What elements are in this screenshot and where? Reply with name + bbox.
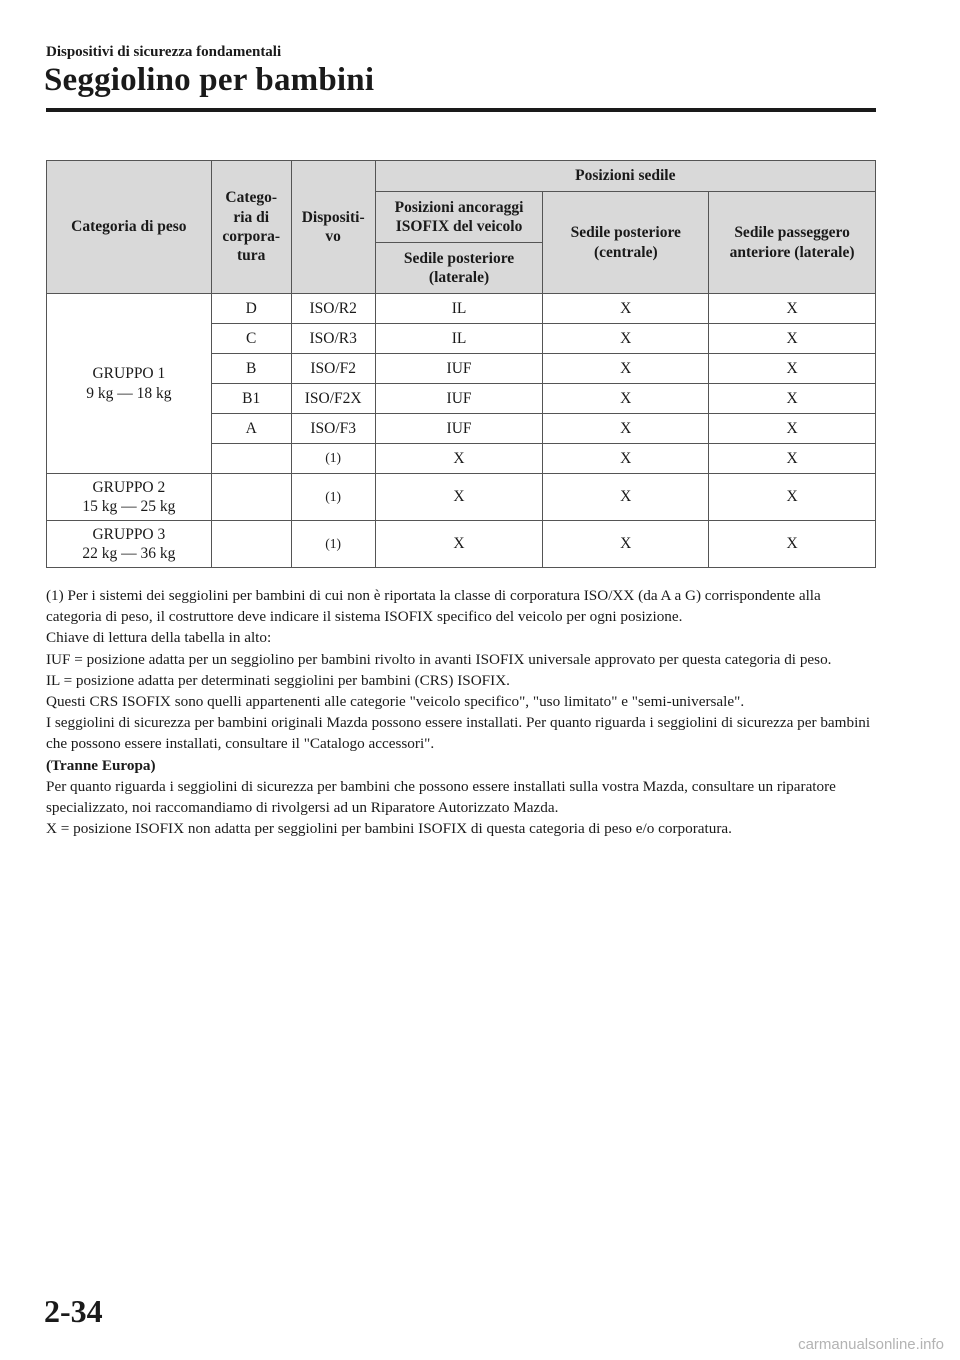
rear-center-cell: X xyxy=(543,324,709,354)
rear-lateral-cell: X xyxy=(375,521,543,568)
mazda-seats-note: I seggiolini di sicurezza per bambini originali Mazda possono essere installati. Per quanto riguarda i seggiolini di sicurezza per bambini che possono essere installati, consultare il "Catalogo accessori". xyxy=(46,714,871,753)
size-class-cell: B xyxy=(211,354,291,384)
front-passenger-cell: X xyxy=(709,324,876,354)
size-class-cell xyxy=(211,521,291,568)
group3-cell: GRUPPO 3 22 kg ― 36 kg xyxy=(47,521,212,568)
rear-center-cell: X xyxy=(543,384,709,414)
rear-lateral-cell: X xyxy=(375,444,543,474)
device-cell: (1) xyxy=(291,444,375,474)
table-row xyxy=(47,474,876,521)
header-isofix-anchor-positions: Posizioni ancoraggi ISOFIX del veicolo xyxy=(375,192,543,243)
front-passenger-cell: X xyxy=(709,384,876,414)
legend-crs-categories: Questi CRS ISOFIX sono quelli appartenenti alle categorie "veicolo specifico", "uso limitato" e "semi-universale". xyxy=(46,693,745,711)
device-cell: ISO/F2X xyxy=(291,384,375,414)
rear-center-cell: X xyxy=(543,521,709,568)
device-cell: ISO/R3 xyxy=(291,324,375,354)
device-cell: (1) xyxy=(291,474,375,521)
header-rear-center: Sedile posteriore (centrale) xyxy=(543,192,709,294)
size-class-cell xyxy=(211,474,291,521)
legend-iuf: IUF = posizione adatta per un seggiolino per bambini rivolto in avanti ISOFIX universale approvato per questa categoria di peso. xyxy=(46,650,832,668)
size-class-cell: C xyxy=(211,324,291,354)
rear-lateral-cell: IL xyxy=(375,324,543,354)
header-rear-lateral: Sedile posteriore (laterale) xyxy=(375,243,543,294)
rear-lateral-cell: IL xyxy=(375,294,543,324)
legend-intro: Chiave di lettura della tabella in alto: xyxy=(46,629,272,647)
footnote-1: (1) Per i sistemi dei seggiolini per bambini di cui non è riportata la classe di corporatura ISO/XX (da A a G) corrispondente alla categoria di peso, il costruttore deve indicare il sistema ISOFIX specifico del veicolo per ogni posizione. xyxy=(46,587,821,626)
header-weight-category: Categoria di peso xyxy=(47,161,212,294)
size-class-cell: D xyxy=(211,294,291,324)
size-class-cell: B1 xyxy=(211,384,291,414)
rear-lateral-cell: IUF xyxy=(375,384,543,414)
device-cell: ISO/R2 xyxy=(291,294,375,324)
group1-cell: GRUPPO 1 9 kg ― 18 kg xyxy=(47,294,212,474)
device-cell: ISO/F3 xyxy=(291,414,375,444)
except-europe-note: Per quanto riguarda i seggiolini di sicurezza per bambini che possono essere installati sulla vostra Mazda, consultare un riparatore specializzato, noi raccomandiamo di rivolgersi ad un Riparatore Autorizzato Mazda. xyxy=(46,777,836,817)
header-front-passenger: Sedile passeggero anteriore (laterale) xyxy=(709,192,876,294)
rear-lateral-cell: IUF xyxy=(375,414,543,444)
size-class-cell xyxy=(211,444,291,474)
page-title: Seggiolino per bambini xyxy=(44,62,375,98)
watermark: carmanualsonline.info xyxy=(798,1336,944,1353)
section-heading: Dispositivi di sicurezza fondamentali xyxy=(46,44,282,60)
page-number: 2-34 xyxy=(44,1293,103,1329)
front-passenger-cell: X xyxy=(709,354,876,384)
table-notes xyxy=(46,585,876,839)
rear-center-cell: X xyxy=(543,444,709,474)
front-passenger-cell: X xyxy=(709,474,876,521)
rear-center-cell: X xyxy=(543,414,709,444)
header-seat-positions: Posizioni sedile xyxy=(375,161,875,192)
front-passenger-cell: X xyxy=(709,294,876,324)
device-cell: ISO/F2 xyxy=(291,354,375,384)
rear-center-cell: X xyxy=(543,354,709,384)
rear-lateral-cell: IUF xyxy=(375,354,543,384)
legend-il: IL = posizione adatta per determinati seggiolini per bambini (CRS) ISOFIX. xyxy=(46,671,510,689)
front-passenger-cell: X xyxy=(709,444,876,474)
size-class-cell: A xyxy=(211,414,291,444)
group2-cell: GRUPPO 2 15 kg ― 25 kg xyxy=(47,474,212,521)
front-passenger-cell: X xyxy=(709,414,876,444)
rear-center-cell: X xyxy=(543,294,709,324)
table-row xyxy=(47,521,876,568)
table-row xyxy=(47,294,876,324)
front-passenger-cell: X xyxy=(709,521,876,568)
title-rule xyxy=(46,108,876,112)
device-cell: (1) xyxy=(291,521,375,568)
except-europe-heading: (Tranne Europa) xyxy=(46,756,156,774)
header-device: Dispositi- vo xyxy=(291,161,375,294)
legend-x: X = posizione ISOFIX non adatta per seggiolini per bambini ISOFIX di questa categoria di peso e/o corporatura. xyxy=(46,820,732,838)
header-size-class: Catego- ria di corpora- tura xyxy=(211,161,291,294)
rear-center-cell: X xyxy=(543,474,709,521)
isofix-table xyxy=(46,160,876,568)
rear-lateral-cell: X xyxy=(375,474,543,521)
